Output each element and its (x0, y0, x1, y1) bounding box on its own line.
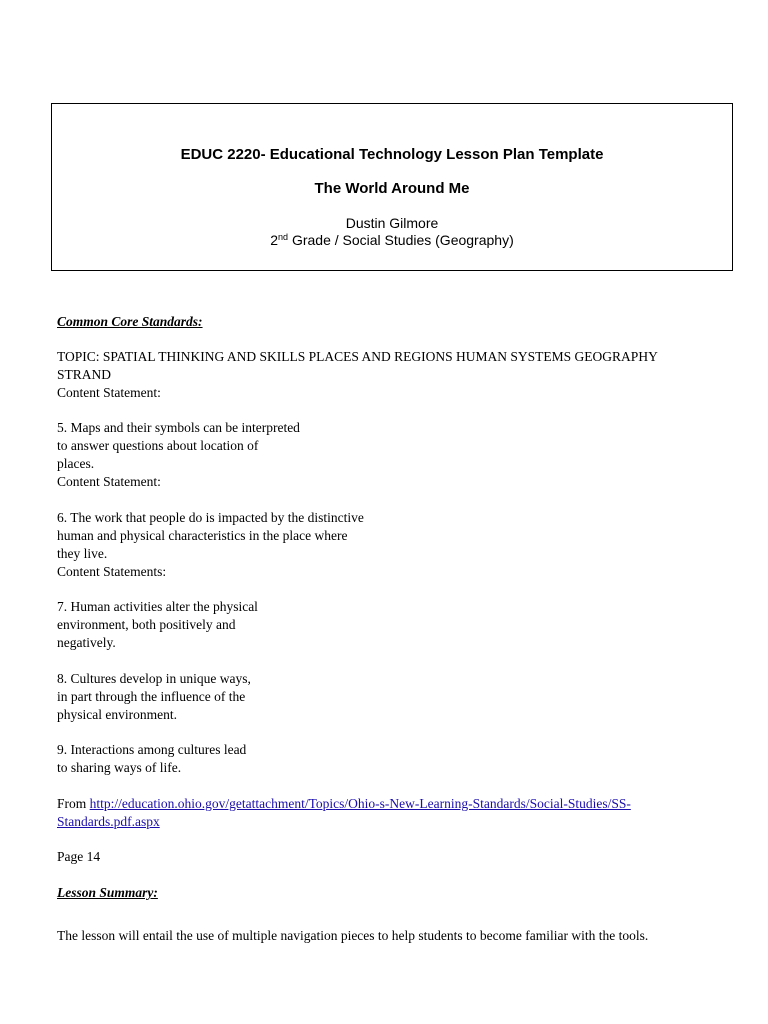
standard-item-6: they live. (57, 546, 108, 561)
source-citation-continued (57, 813, 747, 831)
title-box (51, 103, 733, 271)
standard-item-8: physical environment. (57, 707, 177, 722)
topic-line: STRAND (57, 367, 112, 382)
standards-heading: Common Core Standards: (57, 314, 203, 329)
source-citation (57, 795, 747, 813)
standard-item-6: human and physical characteristics in the place where (57, 528, 348, 543)
page-reference: Page 14 (57, 849, 101, 864)
standard-item-6: 6. The work that people do is impacted by the distinctive (57, 510, 364, 525)
standard-item-5: 5. Maps and their symbols can be interpreted (57, 420, 300, 435)
content-statement-label: Content Statement: (57, 474, 161, 489)
lesson-title: The World Around Me (314, 180, 470, 197)
summary-heading: Lesson Summary: (57, 885, 158, 900)
content-statement-label: Content Statements: (57, 564, 167, 579)
grade-subject-text: Grade / Social Studies (Geography) (288, 232, 514, 248)
standard-item-7: environment, both positively and (57, 617, 236, 632)
source-link[interactable]: http://education.ohio.gov/getattachment/Topics/Ohio-s-New-Learning-Standards/Social-Studies/SS- (89, 796, 631, 811)
standard-item-5: places. (57, 456, 95, 471)
standard-item-9: to sharing ways of life. (57, 760, 182, 775)
standard-item-7: 7. Human activities alter the physical (57, 599, 258, 614)
standard-item-7: negatively. (57, 635, 116, 650)
grade-ordinal-suffix: nd (278, 232, 289, 242)
author-name: Dustin Gilmore (345, 215, 439, 231)
course-title: EDUC 2220- Educational Technology Lesson Plan Template (180, 146, 604, 163)
content-statement-label: Content Statement: (57, 385, 161, 400)
from-label: From (57, 796, 90, 811)
topic-line: TOPIC: SPATIAL THINKING AND SKILLS PLACES AND REGIONS HUMAN SYSTEMS GEOGRAPHY (57, 349, 658, 364)
standard-item-8: in part through the influence of the (57, 689, 246, 704)
standard-item-8: 8. Cultures develop in unique ways, (57, 671, 251, 686)
standard-item-5: to answer questions about location of (57, 438, 259, 453)
grade-number: 2 (270, 232, 279, 248)
grade-subject (52, 231, 732, 249)
standard-item-9: 9. Interactions among cultures lead (57, 742, 247, 757)
summary-text: The lesson will entail the use of multiple navigation pieces to help students to become familiar with the tools. (57, 928, 649, 943)
source-link-continued[interactable]: Standards.pdf.aspx (57, 814, 160, 829)
